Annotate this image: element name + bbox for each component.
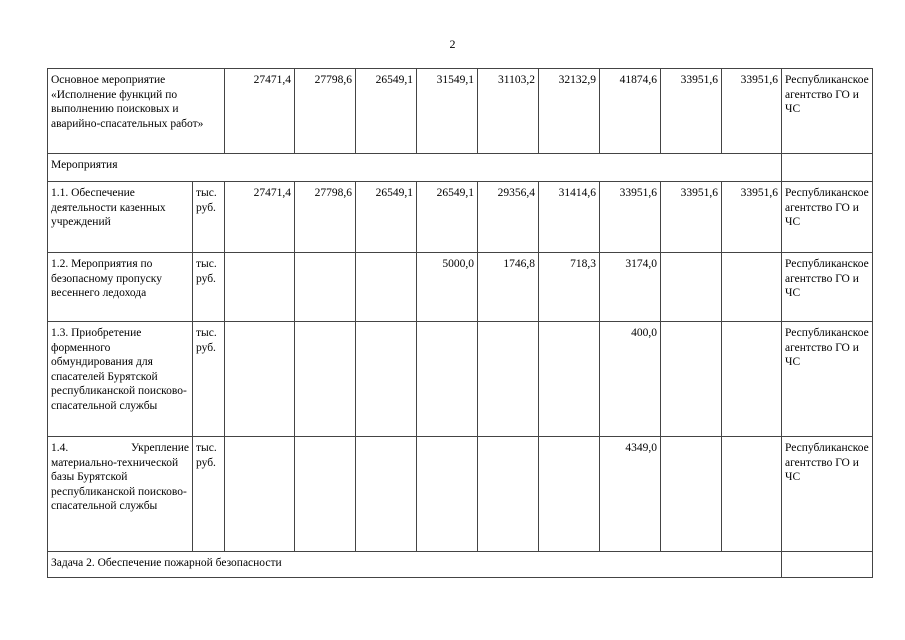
unit-cell: тыс. руб.: [193, 437, 225, 552]
activity-name-rest: материально-технической базы Бурятской республиканской поисково-спасательной службы: [51, 456, 187, 512]
value-cell: 33951,6: [722, 69, 782, 154]
main-activity-name: Основное мероприятие «Исполнение функций по выполнению поисковых и аварийно-спасательных работ»: [48, 69, 225, 154]
value-cell: 27471,4: [225, 69, 295, 154]
value-cell: 27471,4: [225, 182, 295, 253]
agency-cell: Республиканское агентство ГО и ЧС: [782, 182, 873, 253]
activity-name-first-line: [51, 441, 189, 456]
value-cell: 27798,6: [295, 69, 356, 154]
agency-cell: Республиканское агентство ГО и ЧС: [782, 69, 873, 154]
value-cell: [295, 322, 356, 437]
value-cell: 33951,6: [722, 182, 782, 253]
value-cell: [539, 437, 600, 552]
value-cell: [356, 253, 417, 322]
value-cell: 29356,4: [478, 182, 539, 253]
activity-name: [48, 437, 193, 552]
value-cell: [225, 437, 295, 552]
value-cell: 718,3: [539, 253, 600, 322]
value-cell: [661, 322, 722, 437]
value-cell: [478, 322, 539, 437]
agency-cell: Республиканское агентство ГО и ЧС: [782, 437, 873, 552]
value-cell: 27798,6: [295, 182, 356, 253]
task-row: [48, 552, 873, 578]
value-cell: 5000,0: [417, 253, 478, 322]
value-cell: 26549,1: [356, 69, 417, 154]
unit-cell: тыс. руб.: [193, 322, 225, 437]
unit-cell: тыс. руб.: [193, 182, 225, 253]
activities-header-row: [48, 154, 873, 182]
value-cell: 32132,9: [539, 69, 600, 154]
activity-name: 1.2. Мероприятия по безопасному пропуску весеннего ледохода: [48, 253, 193, 322]
value-cell: 31414,6: [539, 182, 600, 253]
table-row: [48, 322, 873, 437]
value-cell: 3174,0: [600, 253, 661, 322]
value-cell: [356, 322, 417, 437]
value-cell: [225, 322, 295, 437]
value-cell: [722, 322, 782, 437]
value-cell: 33951,6: [600, 182, 661, 253]
empty-cell: [782, 552, 873, 578]
value-cell: [417, 322, 478, 437]
activity-name: 1.3. Приобретение форменного обмундирования для спасателей Бурятской республиканской поисково-спасательной службы: [48, 322, 193, 437]
value-cell: [722, 253, 782, 322]
agency-cell: Республиканское агентство ГО и ЧС: [782, 322, 873, 437]
value-cell: 1746,8: [478, 253, 539, 322]
value-cell: 31549,1: [417, 69, 478, 154]
value-cell: 41874,6: [600, 69, 661, 154]
activity-name: 1.1. Обеспечение деятельности казенных учреждений: [48, 182, 193, 253]
value-cell: [225, 253, 295, 322]
empty-cell: [782, 154, 873, 182]
unit-cell: тыс. руб.: [193, 253, 225, 322]
value-cell: 26549,1: [417, 182, 478, 253]
value-cell: 33951,6: [661, 69, 722, 154]
budget-table: [47, 68, 873, 578]
activities-header: Мероприятия: [48, 154, 782, 182]
value-cell: 4349,0: [600, 437, 661, 552]
table-row: [48, 182, 873, 253]
activity-number: 1.4.: [51, 442, 69, 454]
value-cell: [295, 253, 356, 322]
agency-cell: Республиканское агентство ГО и ЧС: [782, 253, 873, 322]
table-row: [48, 437, 873, 552]
main-activity-row: [48, 69, 873, 154]
page-number: 2: [449, 37, 456, 51]
value-cell: [661, 253, 722, 322]
table-row: [48, 253, 873, 322]
value-cell: [356, 437, 417, 552]
value-cell: [661, 437, 722, 552]
activity-name-first-word: Укрепление: [131, 442, 189, 454]
value-cell: [478, 437, 539, 552]
value-cell: [295, 437, 356, 552]
value-cell: 33951,6: [661, 182, 722, 253]
value-cell: 31103,2: [478, 69, 539, 154]
value-cell: 400,0: [600, 322, 661, 437]
task-title: Задача 2. Обеспечение пожарной безопасности: [48, 552, 782, 578]
value-cell: [722, 437, 782, 552]
value-cell: [417, 437, 478, 552]
value-cell: 26549,1: [356, 182, 417, 253]
value-cell: [539, 322, 600, 437]
